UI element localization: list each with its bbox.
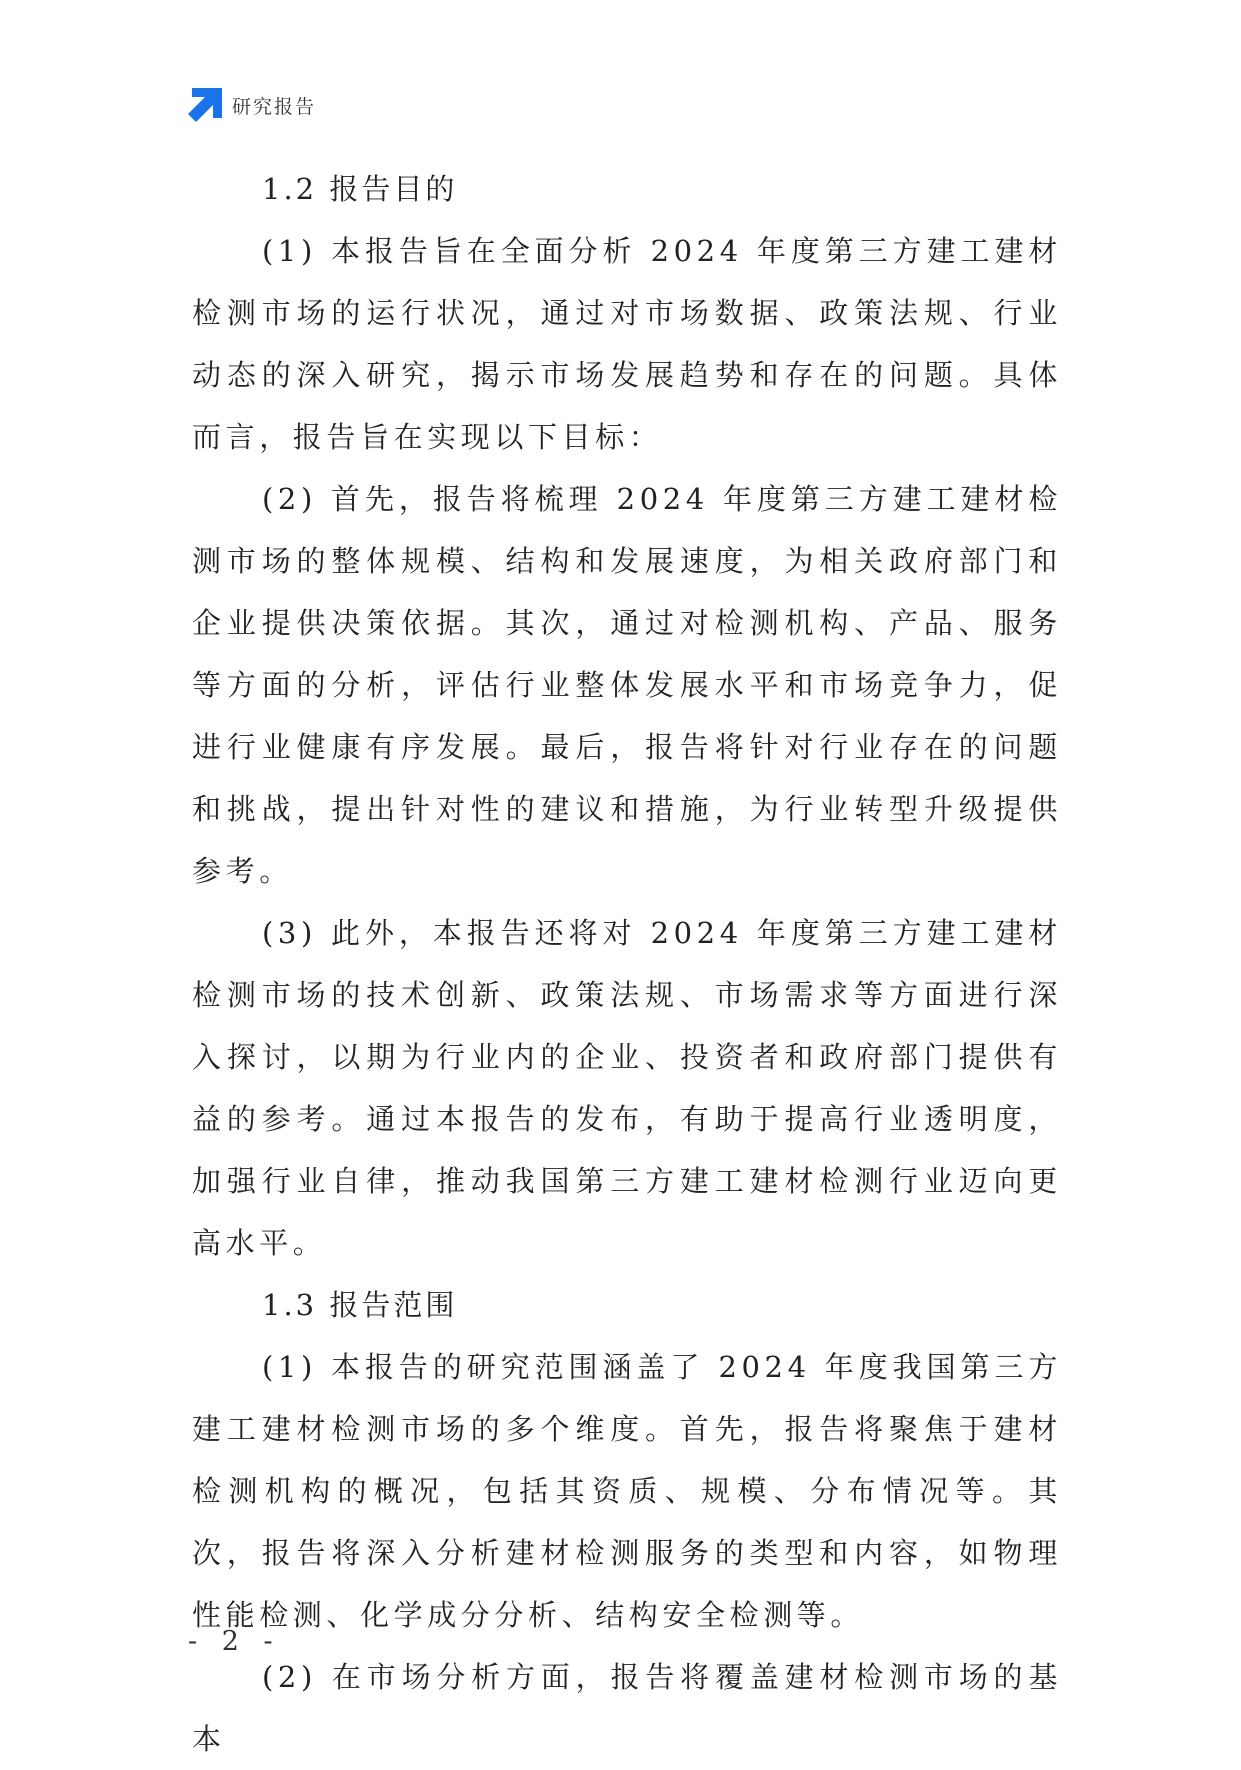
section-heading-1-3: 1.3 报告范围: [262, 1288, 458, 1322]
paragraph: (2) 在市场分析方面，报告将覆盖建材检测市场的基本: [192, 1660, 1062, 1756]
document-body: [192, 158, 1062, 1770]
arrow-up-right-logo-icon: [188, 88, 222, 122]
page-number: - 2 -: [188, 1626, 281, 1657]
paragraph: (1) 本报告旨在全面分析 2024 年度第三方建工建材检测市场的运行状况，通过对市场数据、政策法规、行业动态的深入研究，揭示市场发展趋势和存在的问题。具体而言，报告旨在实现以下目标：: [192, 234, 1062, 454]
section-heading-1-2: 1.2 报告目的: [262, 172, 458, 206]
header-title: 研究报告: [232, 95, 317, 118]
paragraph: (1) 本报告的研究范围涵盖了 2024 年度我国第三方建工建材检测市场的多个维度。首先，报告将聚焦于建材检测机构的概况，包括其资质、规模、分布情况等。其次，报告将深入分析建材检测服务的类型和内容，如物理性能检测、化学成分分析、结构安全检测等。: [192, 1350, 1062, 1632]
page-header: [188, 88, 316, 122]
paragraph: (3) 此外，本报告还将对 2024 年度第三方建工建材检测市场的技术创新、政策法规、市场需求等方面进行深入探讨，以期为行业内的企业、投资者和政府部门提供有益的参考。通过本报告的发布，有助于提高行业透明度，加强行业自律，推动我国第三方建工建材检测行业迈向更高水平。: [192, 916, 1062, 1260]
paragraph: (2) 首先，报告将梳理 2024 年度第三方建工建材检测市场的整体规模、结构和发展速度，为相关政府部门和企业提供决策依据。其次，通过对检测机构、产品、服务等方面的分析，评估行业整体发展水平和市场竞争力，促进行业健康有序发展。最后，报告将针对行业存在的问题和挑战，提出针对性的建议和措施，为行业转型升级提供参考。: [192, 482, 1062, 888]
